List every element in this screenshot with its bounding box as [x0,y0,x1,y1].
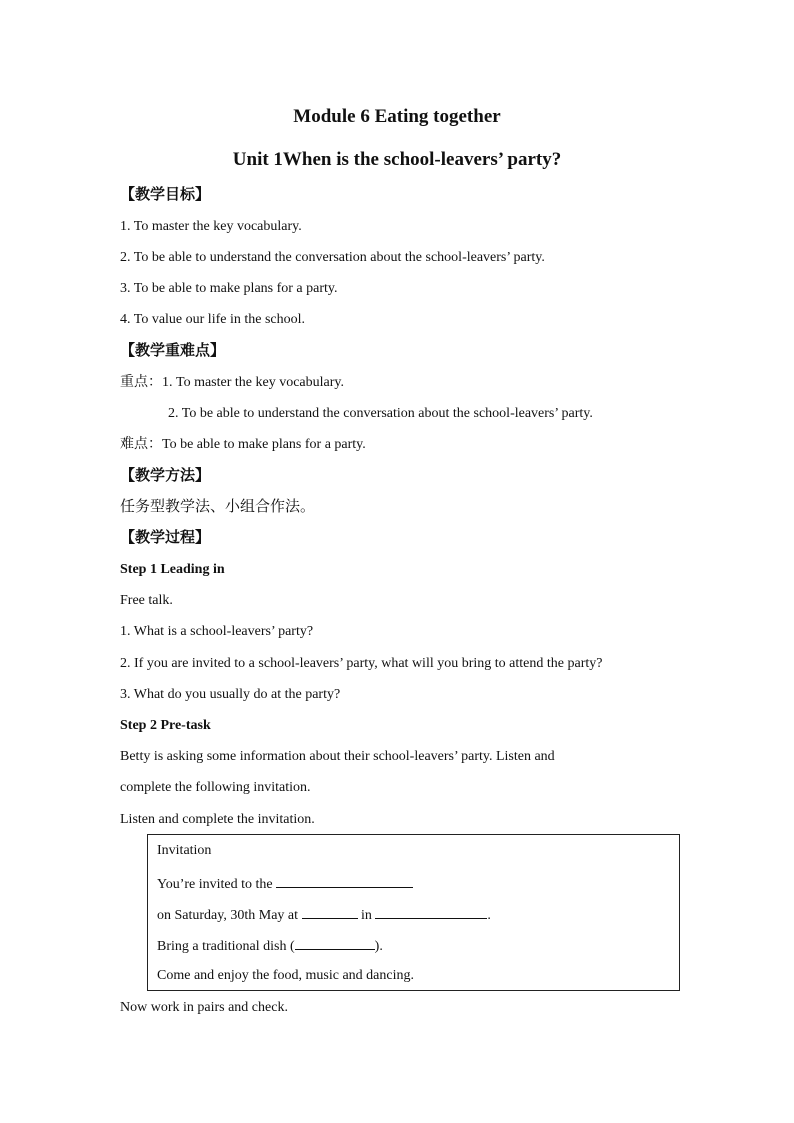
important-point: 1. To master the key vocabulary. [162,375,344,390]
question-item: 1. What is a school-leavers’ party? [120,624,314,639]
difficult-points-row [120,436,366,454]
step2-description: Betty is asking some information about their school-leavers’ party. Listen and [120,749,555,764]
dish-blank[interactable] [295,936,375,950]
methods-text: 任务型教学法、小组合作法。 [120,499,316,515]
invitation-line-date [157,905,491,925]
question-item: 2. If you are invited to a school-leavers’ party, what will you bring to attend the party? [120,656,603,671]
step1-title: Step 1 Leading in [120,562,225,577]
objective-item: 1. To master the key vocabulary. [120,219,302,234]
place-blank[interactable] [375,905,487,919]
closing-instruction: Now work in pairs and check. [120,1000,288,1015]
difficult-point: To be able to make plans for a party. [162,437,366,452]
invitation-text: ). [374,939,383,954]
step2-description-cont: complete the following invitation. [120,780,311,795]
objective-item: 2. To be able to understand the conversation about the school-leavers’ party. [120,250,545,265]
objective-item: 4. To value our life in the school. [120,312,306,327]
venue-blank[interactable] [276,874,413,888]
invitation-text: in [361,908,372,923]
step2-title: Step 2 Pre-task [120,718,211,733]
important-label: 重点： [120,375,162,390]
important-point-2: 2. To be able to understand the conversation about the school-leavers’ party. [168,406,593,421]
invitation-line-closing: Come and enjoy the food, music and dancing. [157,968,414,983]
question-item: 3. What do you usually do at the party? [120,687,341,702]
time-blank[interactable] [302,905,358,919]
objectives-heading: 【教学目标】 [120,187,211,203]
invitation-text: on Saturday, 30th May at [157,908,299,923]
important-points-row [120,374,344,392]
invitation-text: Bring a traditional dish ( [157,939,295,954]
process-heading: 【教学过程】 [120,530,211,546]
objective-item: 3. To be able to make plans for a party. [120,281,338,296]
invitation-title: Invitation [157,843,212,858]
difficult-label: 难点： [120,437,162,452]
invitation-line-venue [157,874,413,894]
methods-heading: 【教学方法】 [120,468,211,484]
document-subtitle: Unit 1When is the school-leavers’ party? [232,149,562,170]
key-points-heading: 【教学重难点】 [120,343,226,359]
document-title: Module 6 Eating together [293,106,501,127]
invitation-text: . [487,908,491,923]
step2-instruction: Listen and complete the invitation. [120,812,315,827]
step1-intro: Free talk. [120,593,173,608]
invitation-text: You’re invited to the [157,877,273,892]
invitation-line-dish [157,936,383,956]
